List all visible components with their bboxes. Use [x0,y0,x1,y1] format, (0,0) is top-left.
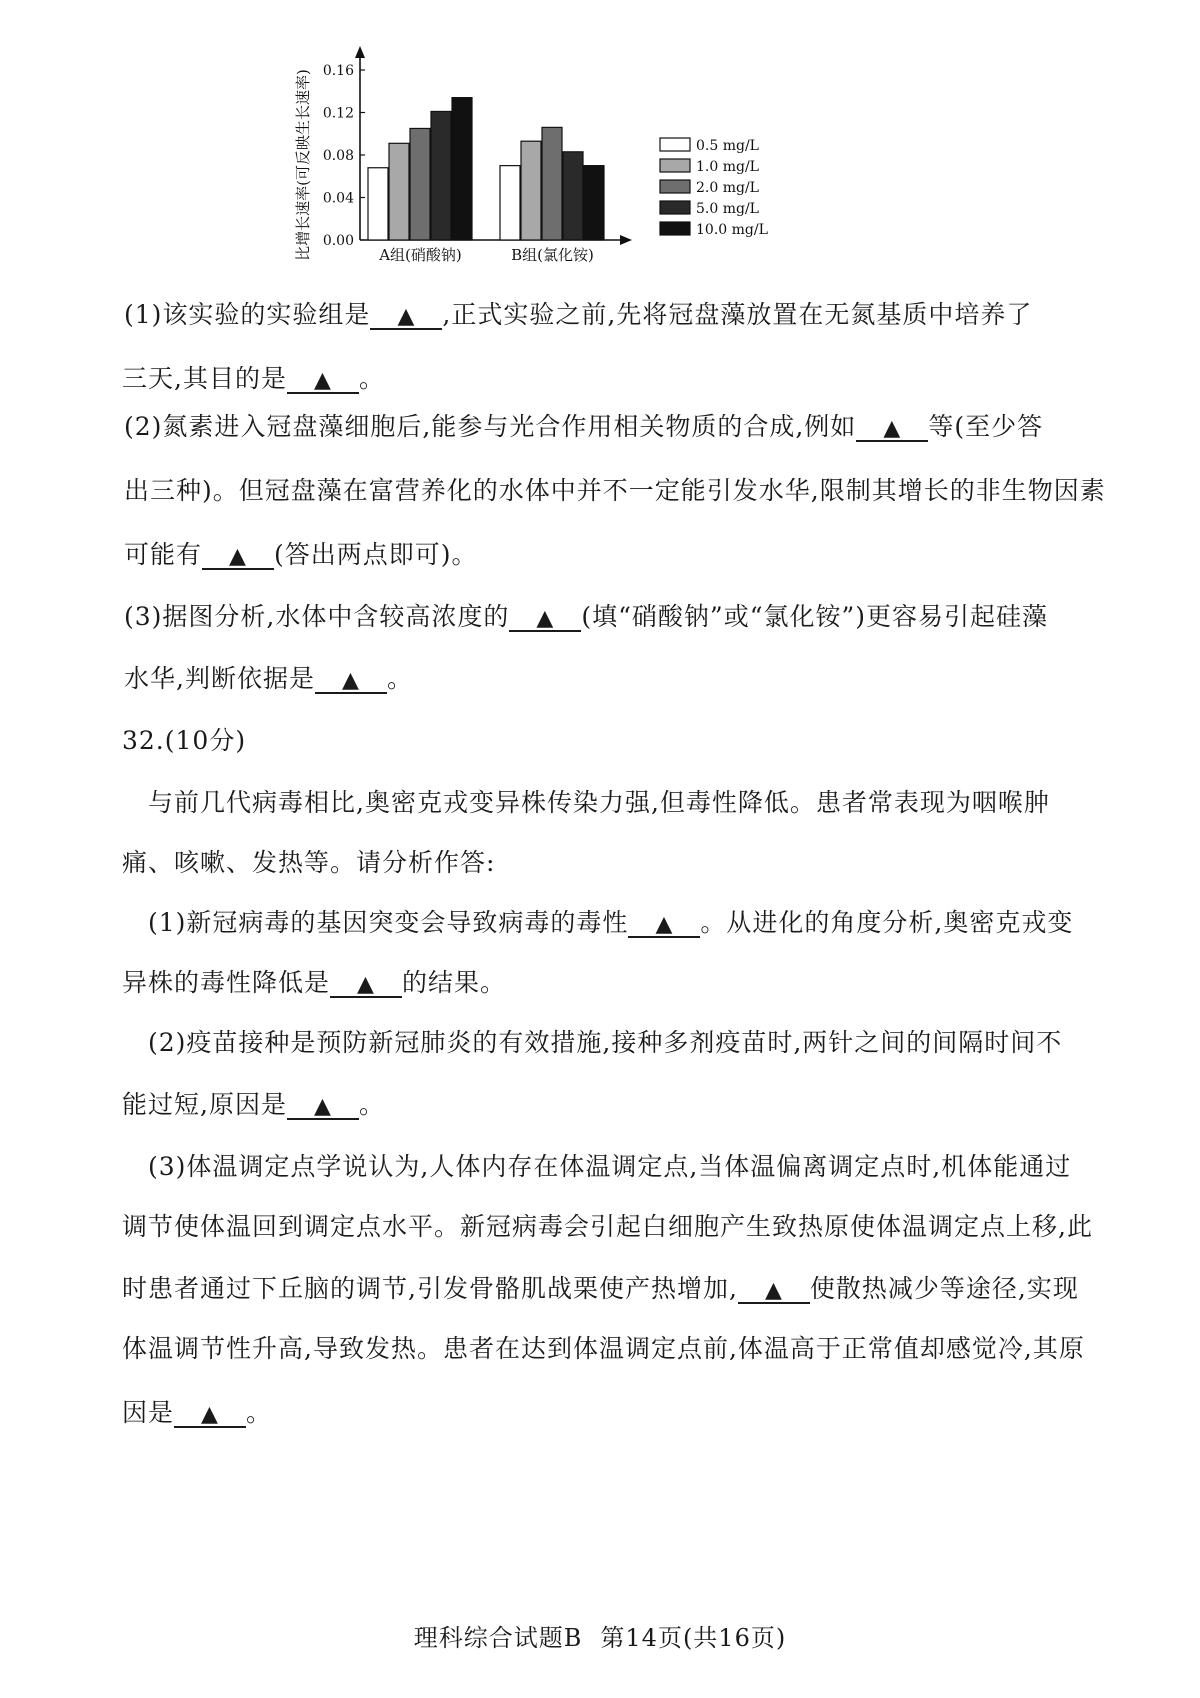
q32-intro1: 与前几代病毒相比,奥密克戎变异株传染力强,但毒性降低。患者常表现为咽喉肿 [148,788,1050,817]
q3-line1-pre: (3)据图分析,水体中含较高浓度的 [124,602,510,631]
q32-p1-line1-pre: (1)新冠病毒的基因突变会导致病毒的毒性 [148,908,629,937]
answer-blank[interactable]: ▲ [287,1096,359,1120]
y-tick-label: 0.12 [322,105,354,122]
q32-intro2: 痛、咳嗽、发热等。请分析作答: [122,848,496,877]
q32-p3-line1: (3)体温调定点学说认为,人体内存在体温调定点,当体温偏离调定点时,机体能通过 [148,1152,1072,1181]
bar [431,111,451,240]
y-tick-label: 0.04 [322,190,354,207]
answer-blank[interactable]: ▲ [856,418,928,442]
q32-header: 32.(10分) [122,726,247,755]
paper-title: 理科综合试题B [413,1624,583,1652]
legend-swatch [660,180,690,193]
bar [563,152,583,240]
answer-blank[interactable]: ▲ [202,546,274,570]
q3-line2-pre: 水华,判断依据是 [124,664,315,693]
q32-p3-line3-pre: 时患者通过下丘脑的调节,引发骨骼肌战栗使产热增加, [122,1274,738,1303]
bar [521,141,541,240]
legend-label: 1.0 mg/L [696,159,759,175]
bar [542,127,562,240]
q32-p3-line5-post: 。 [246,1398,273,1427]
bar [410,128,430,240]
q32-p3-line5-pre: 因是 [122,1398,175,1427]
q32-p3-line5 [122,1400,1062,1428]
page-footer [0,1618,1200,1653]
q32-p1-line2 [122,970,1062,998]
q1-line1 [124,302,1064,330]
legend-swatch [660,201,690,214]
answer-blank[interactable]: ▲ [174,1404,246,1428]
q2-line1-post: 等(至少答 [928,412,1044,441]
answer-blank[interactable]: ▲ [315,670,387,694]
q2-line2: 出三种)。但冠盘藻在富营养化的水体中并不一定能引发水华,限制其增长的非生物因素 [124,476,1106,505]
legend-swatch [660,138,690,151]
q2-line1-pre: (2)氮素进入冠盘藻细胞后,能参与光合作用相关物质的合成,例如 [124,412,857,441]
q32-p3-line4: 体温调节性升高,导致发热。患者在达到体温调定点前,体温高于正常值却感觉冷,其原 [122,1334,1085,1363]
q3-line2 [124,666,1064,694]
bar [452,98,472,240]
page-number: 第14页(共16页) [600,1624,787,1652]
y-tick-label: 0.16 [322,63,354,79]
q32-p2-line1: (2)疫苗接种是预防新冠肺炎的有效措施,接种多剂疫苗时,两针之间的间隔时间不 [148,1028,1063,1057]
answer-blank[interactable]: ▲ [287,370,359,394]
y-tick-label: 0.00 [322,233,354,249]
q2-line3-pre: 可能有 [124,540,203,569]
bar [500,166,520,240]
answer-blank[interactable]: ▲ [738,1280,810,1304]
q32-p3-line3-post: 使散热减少等途径,实现 [809,1274,1079,1303]
legend-swatch [660,159,690,172]
bar [584,166,604,240]
y-tick-label: 0.08 [322,148,354,164]
q1-line2-pre: 三天,其目的是 [122,364,287,393]
q2-line3-post: (答出两点即可)。 [274,540,478,569]
q2-line1 [124,414,1064,442]
q32-p3-line2: 调节使体温回到调定点水平。新冠病毒会引起白细胞产生致热原使体温调定点上移,此 [122,1212,1093,1241]
x-category-label: B组(氯化铵) [511,246,594,264]
x-axis-arrow [620,235,632,245]
q32-p2-line2-pre: 能过短,原因是 [122,1090,287,1119]
answer-blank[interactable]: ▲ [628,914,700,938]
legend-swatch [660,222,690,235]
legend-label: 5.0 mg/L [696,201,759,217]
legend-label: 0.5 mg/L [696,138,759,154]
bar-chart [294,40,860,300]
q1-line2-post: 。 [358,364,385,393]
q3-line2-post: 。 [386,664,413,693]
bar [368,168,388,240]
q1-line1-pre: (1)该实验的实验组是 [124,300,371,329]
q1-line1-post: ,正式实验之前,先将冠盘藻放置在无氮基质中培养了 [442,300,1033,329]
q32-p2-line2 [122,1092,1062,1120]
q32-p1-line1-post: 。从进化的角度分析,奥密克戎变 [700,908,1074,937]
chart-svg [294,40,860,300]
q32-p2-line2-post: 。 [358,1090,385,1119]
answer-blank[interactable]: ▲ [330,974,402,998]
q32-p1-line2-post: 的结果。 [402,968,507,997]
answer-blank[interactable]: ▲ [509,608,581,632]
q3-line1 [124,604,1064,632]
q32-p3-line3 [122,1274,1079,1304]
legend-label: 2.0 mg/L [696,180,759,196]
y-axis-arrow [355,46,365,58]
q32-p1-line2-pre: 异株的毒性降低是 [122,968,331,997]
q2-line3 [124,542,1064,570]
bar [389,143,409,240]
y-axis-label: 比增长速率(可反映生长速率) [294,69,312,261]
answer-blank[interactable]: ▲ [370,306,442,330]
legend-label: 10.0 mg/L [696,222,768,238]
q3-line1-post: (填“硝酸钠”或“氯化铵”)更容易引起硅藻 [581,602,1049,631]
q1-line2 [122,366,1062,394]
q32-p1-line1 [148,910,1088,938]
x-category-label: A组(硝酸钠) [379,246,462,264]
